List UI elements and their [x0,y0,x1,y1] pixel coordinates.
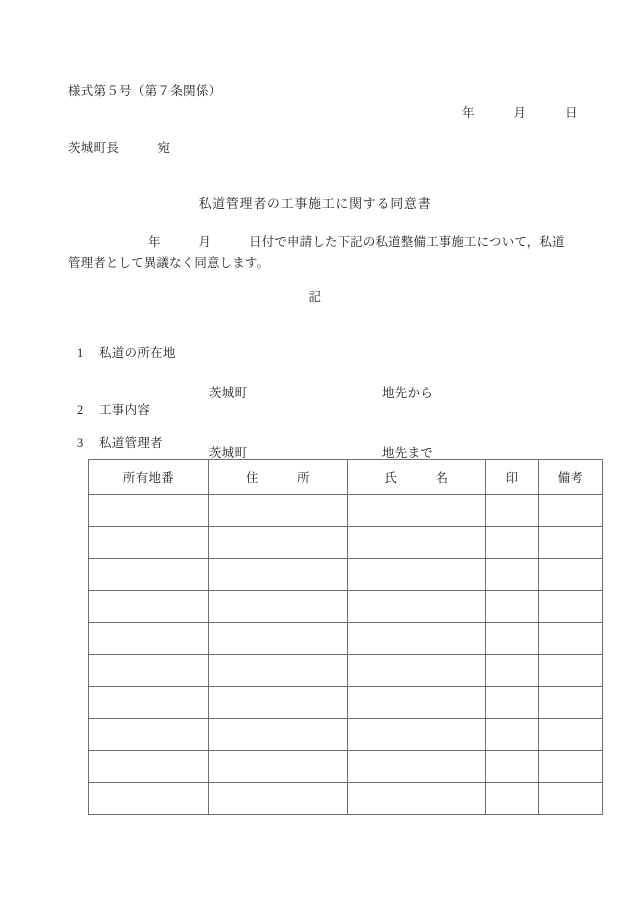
table-cell[interactable] [486,495,539,527]
table-cell[interactable] [348,751,486,783]
table-row [89,719,603,751]
table-cell[interactable] [348,655,486,687]
table-cell[interactable] [539,495,603,527]
table-cell[interactable] [348,687,486,719]
table-cell[interactable] [348,623,486,655]
table-cell[interactable] [89,527,209,559]
table-row [89,527,603,559]
table-cell[interactable] [209,527,348,559]
item-label: 工事内容 [99,403,151,417]
column-header-name: 氏 名 [348,460,486,495]
column-header-chiban: 所有地番 [89,460,209,495]
addressee-line: 茨城町長 宛 [68,141,171,155]
table-cell[interactable] [486,623,539,655]
table-cell[interactable] [89,655,209,687]
location-to-town: 茨城町 [209,446,248,460]
location-from-suffix: 地先から [382,386,434,400]
table-cell[interactable] [209,591,348,623]
table-row [89,623,603,655]
table-cell[interactable] [89,495,209,527]
table-cell[interactable] [539,559,603,591]
table-cell[interactable] [89,687,209,719]
table-body [89,495,603,815]
table-row [89,591,603,623]
table-row [89,687,603,719]
table-cell[interactable] [89,623,209,655]
table-cell[interactable] [539,783,603,815]
table-cell[interactable] [539,623,603,655]
table-cell[interactable] [486,655,539,687]
table-cell[interactable] [348,783,486,815]
table-cell[interactable] [486,687,539,719]
table-cell[interactable] [539,719,603,751]
table-cell[interactable] [209,783,348,815]
date-entry-line: 年 月 日 [462,106,579,120]
location-from-town: 茨城町 [209,386,248,400]
table-row [89,495,603,527]
table-cell[interactable] [348,527,486,559]
column-header-seal: 印 [486,460,539,495]
table-cell[interactable] [348,591,486,623]
consent-paragraph [68,232,576,273]
item-label: 私道管理者 [99,436,163,450]
table-cell[interactable] [539,655,603,687]
table-cell[interactable] [348,719,486,751]
item-number: 3 [77,436,84,450]
paragraph-body-text: 付で申請した下記の私道整備工事施工について，私道管理者として異議なく同意します。 [68,235,565,270]
table-cell[interactable] [486,751,539,783]
table-cell[interactable] [486,783,539,815]
table-header-row [89,460,603,495]
table-cell[interactable] [209,495,348,527]
item-number: 2 [77,403,84,417]
table-cell[interactable] [89,719,209,751]
table-cell[interactable] [539,687,603,719]
page-title: 私道管理者の工事施工に関する同意書 [198,197,432,211]
table-cell[interactable] [486,719,539,751]
table-cell[interactable] [486,591,539,623]
table-cell[interactable] [209,719,348,751]
table-cell[interactable] [209,687,348,719]
table-cell[interactable] [209,751,348,783]
table-row [89,559,603,591]
table-cell[interactable] [89,591,209,623]
item-number: 1 [77,346,84,360]
table-row [89,655,603,687]
item-label: 私道の所在地 [99,346,176,360]
table-cell[interactable] [348,559,486,591]
table-row [89,751,603,783]
road-manager-table [88,459,603,815]
table-cell[interactable] [89,751,209,783]
paragraph-date-blank: 年 月 日 [148,235,262,249]
table-cell[interactable] [539,751,603,783]
table-cell[interactable] [209,623,348,655]
table-cell[interactable] [486,527,539,559]
table-cell[interactable] [539,591,603,623]
table-cell[interactable] [89,783,209,815]
table-cell[interactable] [209,559,348,591]
table-cell[interactable] [486,559,539,591]
table-cell[interactable] [348,495,486,527]
table-cell[interactable] [539,527,603,559]
form-number: 様式第５号（第７条関係） [68,84,222,98]
kiji-marker: 記 [308,290,322,304]
column-header-address: 住 所 [209,460,348,495]
column-header-remarks: 備考 [539,460,603,495]
table-row [89,783,603,815]
location-to-suffix: 地先まで [382,446,434,460]
table-cell[interactable] [89,559,209,591]
table-cell[interactable] [209,655,348,687]
